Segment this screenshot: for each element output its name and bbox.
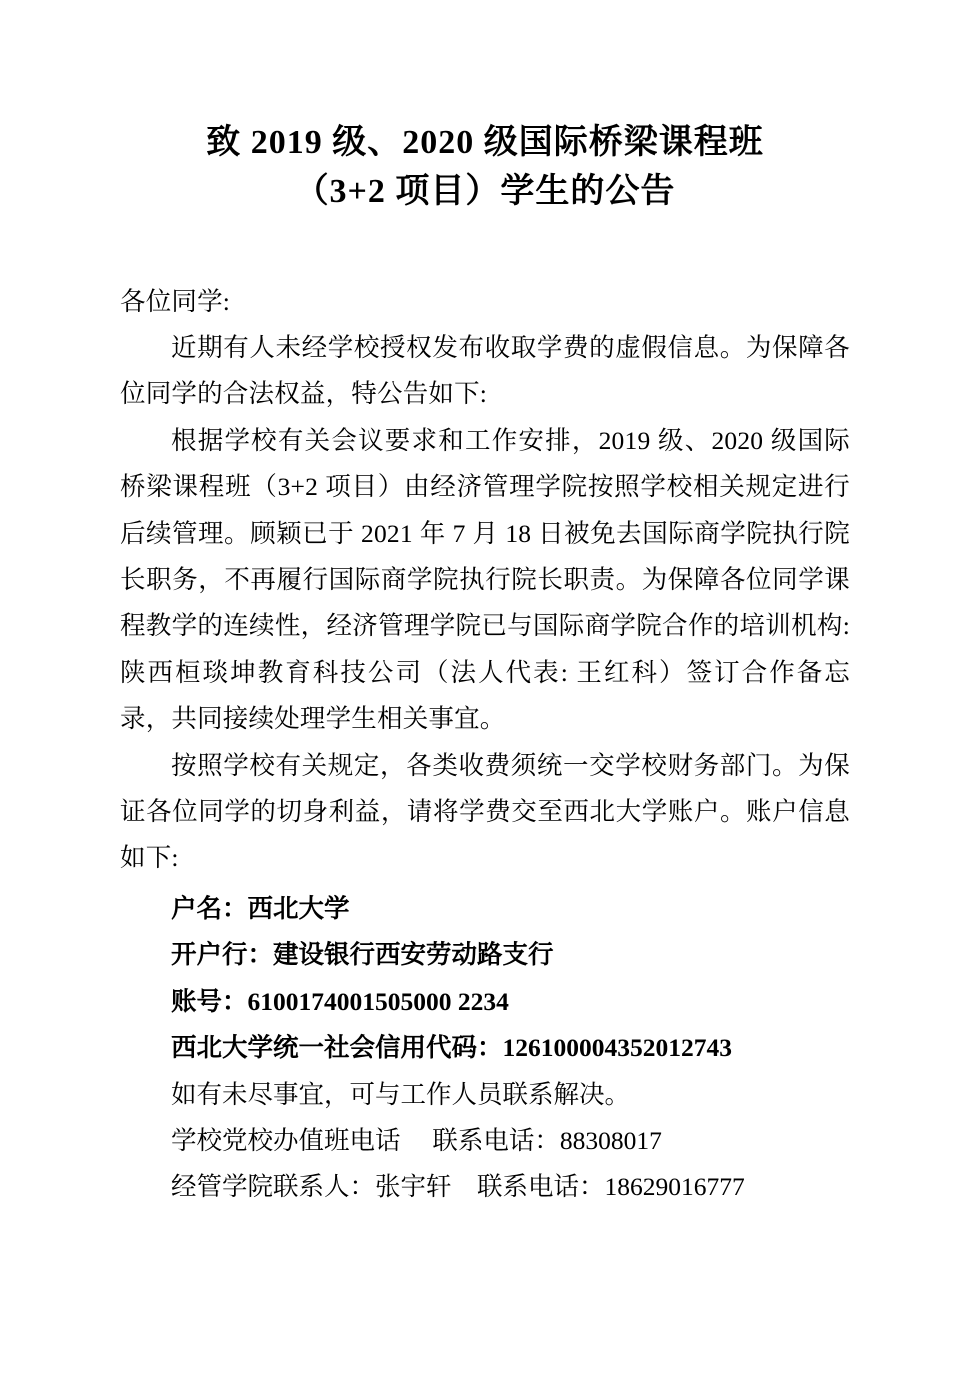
credit-code-value: 126100004352012743 [502,1033,733,1063]
credit-code-row [120,1025,850,1071]
account-number-value: 6100174001505000 2234 [247,986,509,1016]
account-name-label: 户名： [171,893,248,923]
note-line-3: 经管学院联系人：张宇轩 联系电话：18629016777 [171,1172,745,1202]
account-number-row [120,979,850,1025]
account-info [120,886,850,1072]
document-body [120,279,850,1211]
paragraph-3: 按照学校有关规定，各类收费须统一交学校财务部门。为保证各位同学的切身利益，请将学费交至西北大学账户。账户信息如下: [120,750,850,873]
account-name-row [120,886,850,932]
account-number-label: 账号： [171,986,248,1016]
paragraph-1: 近期有人未经学校授权发布收取学费的虚假信息。为保障各位同学的合法权益，特公告如下: [120,333,850,409]
account-name-value: 西北大学 [247,893,350,923]
paragraph-2: 根据学校有关会议要求和工作安排，2019 级、2020 级国际桥梁课程班（3+2 项目）由经济管理学院按照学校相关规定进行后续管理。顾颖已于 2021 年 7 月 18 日被免去国际商学院执行院长职务，不再履行国际商学院执行院长职责。为保障各位同学课程教学的连续性，经济管理学院已与国际商学院合作的培训机构: 陕西桓琰坤教育科技公司（法人代表: 王红科）签订合作备忘录，共同接续处理学生相关事宜。 [120,425,850,734]
account-bank-label: 开户行： [171,940,274,970]
salutation: 各位同学: [120,286,231,316]
title-line-2: （3+2 项目）学生的公告 [294,173,676,211]
note-line-1: 如有未尽事宜，可与工作人员联系解决。 [171,1079,631,1109]
account-bank-row [120,932,850,978]
note-line-2: 学校党校办值班电话 联系电话：88308017 [171,1125,662,1155]
credit-code-label: 西北大学统一社会信用代码： [171,1033,503,1063]
page-title [120,100,850,217]
account-bank-value: 建设银行西安劳动路支行 [273,940,554,970]
contact-notes [120,1072,850,1211]
title-line-1: 致 2019 级、2020 级国际桥梁课程班 [206,124,764,161]
